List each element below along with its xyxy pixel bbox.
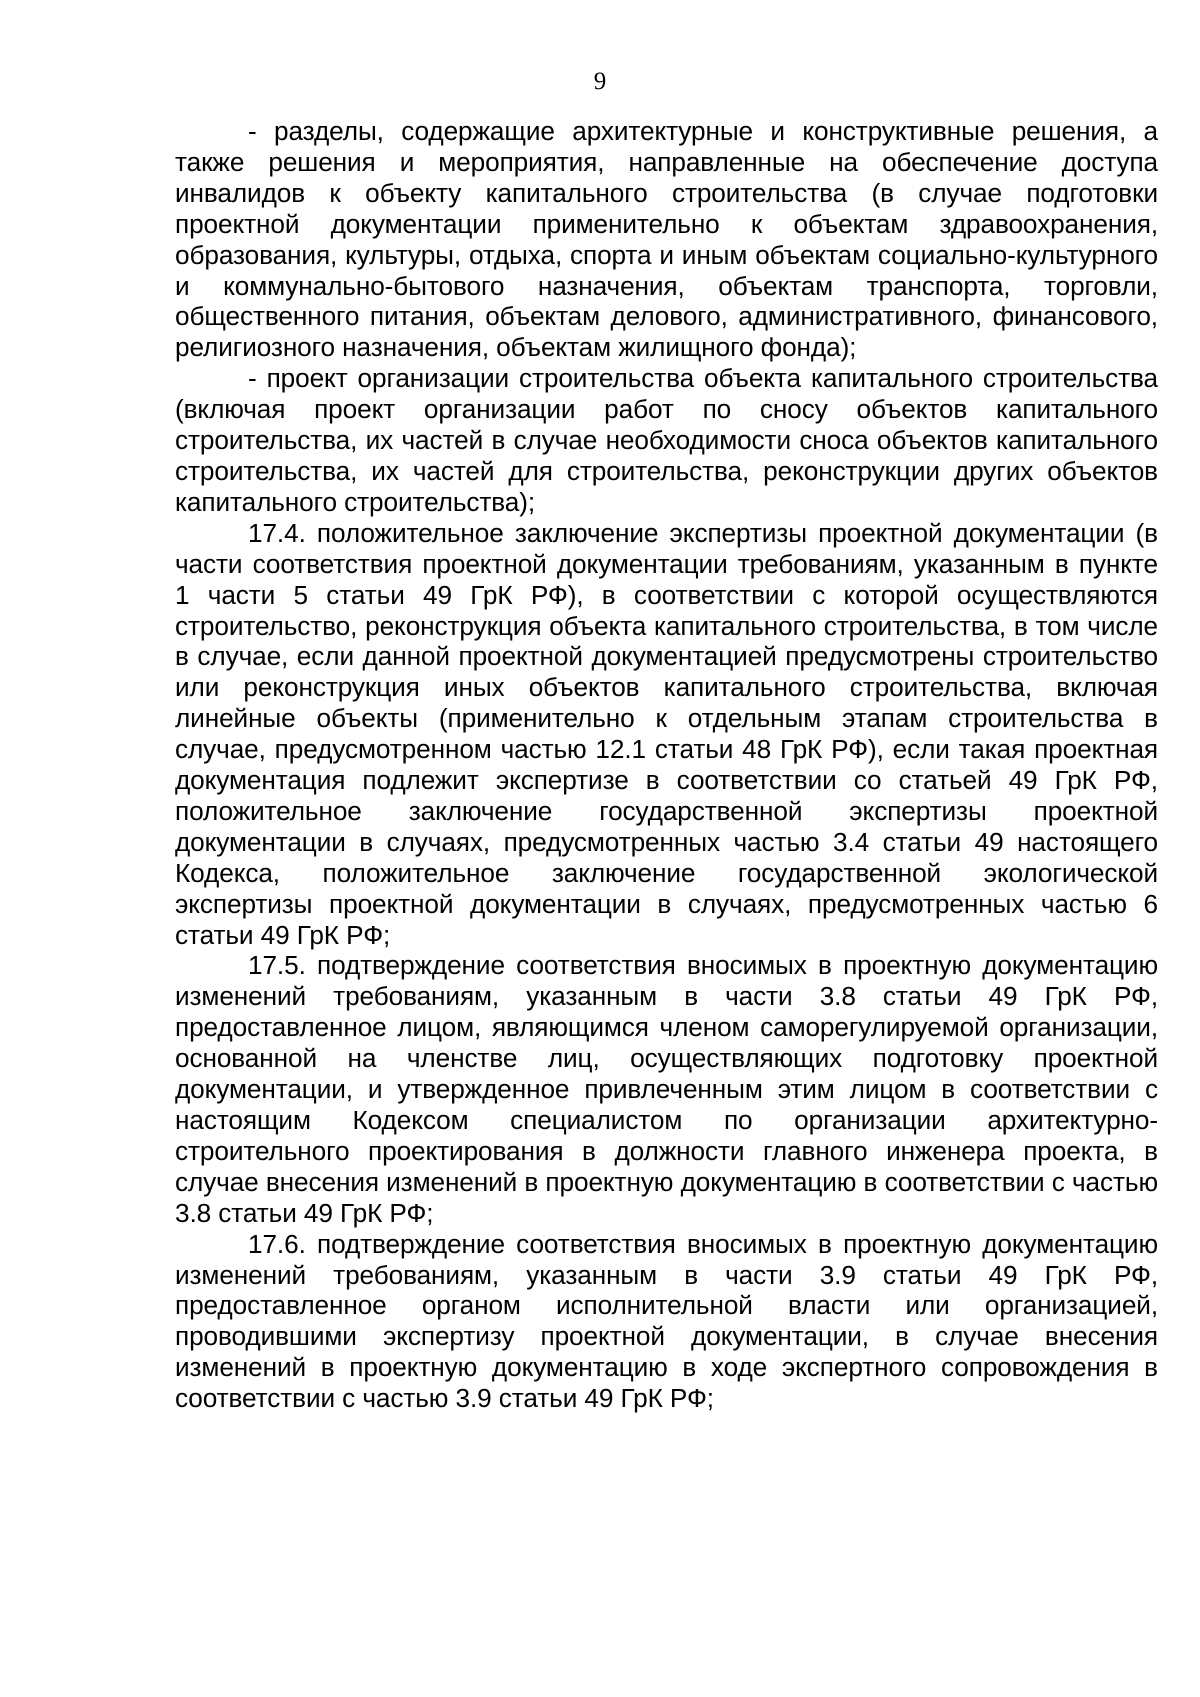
paragraph-17-4: 17.4. положительное заключение экспертизы проектной документации (в части соответствия проектной документации требованиям, указанным в пункте 1 части 5 статьи 49 ГрК РФ), в соответствии с которой осуществляются строительство, реконструкция объекта капитального строительства, в том числе в случае, если данной проектной документацией предусмотрены строительство или реконструкция иных объектов капитального строительства, включая линейные объекты (применительно к отдельным этапам строительства в случае, предусмотренном частью 12.1 статьи 48 ГрК РФ), если такая проектная документация подлежит экспертизе в соответствии со статьей 49 ГрК РФ, положительное заключение государственной экспертизы проектной документации в случаях, предусмотренных частью 3.4 статьи 49 настоящего Кодекса, положительное заключение государственной экологической экспертизы проектной документации в случаях, предусмотренных частью 6 статьи 49 ГрК РФ; (175, 517, 1158, 950)
paragraph-construction-organization-project: - проект организации строительства объекта капитального строительства (включая проект организации работ по сносу объектов капитального строительства, их частей в случае необходимости сноса объектов капитального строительства, их частей для строительства, реконструкции других объектов капитального строительства); (175, 363, 1158, 517)
paragraph-17-5: 17.5. подтверждение соответствия вносимых в проектную документацию изменений требованиям, указанным в части 3.8 статьи 49 ГрК РФ, предоставленное лицом, являющимся членом саморегулируемой организации, основанной на членстве лиц, осуществляющих подготовку проектной документации, и утвержденное привлеченным этим лицом в соответствии с настоящим Кодексом специалистом по организации архитектурно-строительного проектирования в должности главного инженера проекта, в случае внесения изменений в проектную документацию в соответствии с частью 3.8 статьи 49 ГрК РФ; (175, 950, 1158, 1228)
page-number: 9 (593, 68, 607, 95)
paragraph-17-6: 17.6. подтверждение соответствия вносимых в проектную документацию изменений требованиям, указанным в части 3.9 статьи 49 ГрК РФ, предоставленное органом исполнительной власти или организацией, проводившими экспертизу проектной документации, в случае внесения изменений в проектную документацию в ходе экспертного сопровождения в соответствии с частью 3.9 статьи 49 ГрК РФ; (175, 1228, 1158, 1414)
document-body (175, 116, 1158, 1414)
paragraph-architectural-sections: - разделы, содержащие архитектурные и конструктивные решения, а также решения и мероприятия, направленные на обеспечение доступа инвалидов к объекту капитального строительства (в случае подготовки проектной документации применительно к объектам здравоохранения, образования, культуры, отдыха, спорта и иным объектам социально-культурного и коммунально-бытового назначения, объектам транспорта, торговли, общественного питания, объектам делового, административного, финансового, религиозного назначения, объектам жилищного фонда); (175, 116, 1158, 363)
